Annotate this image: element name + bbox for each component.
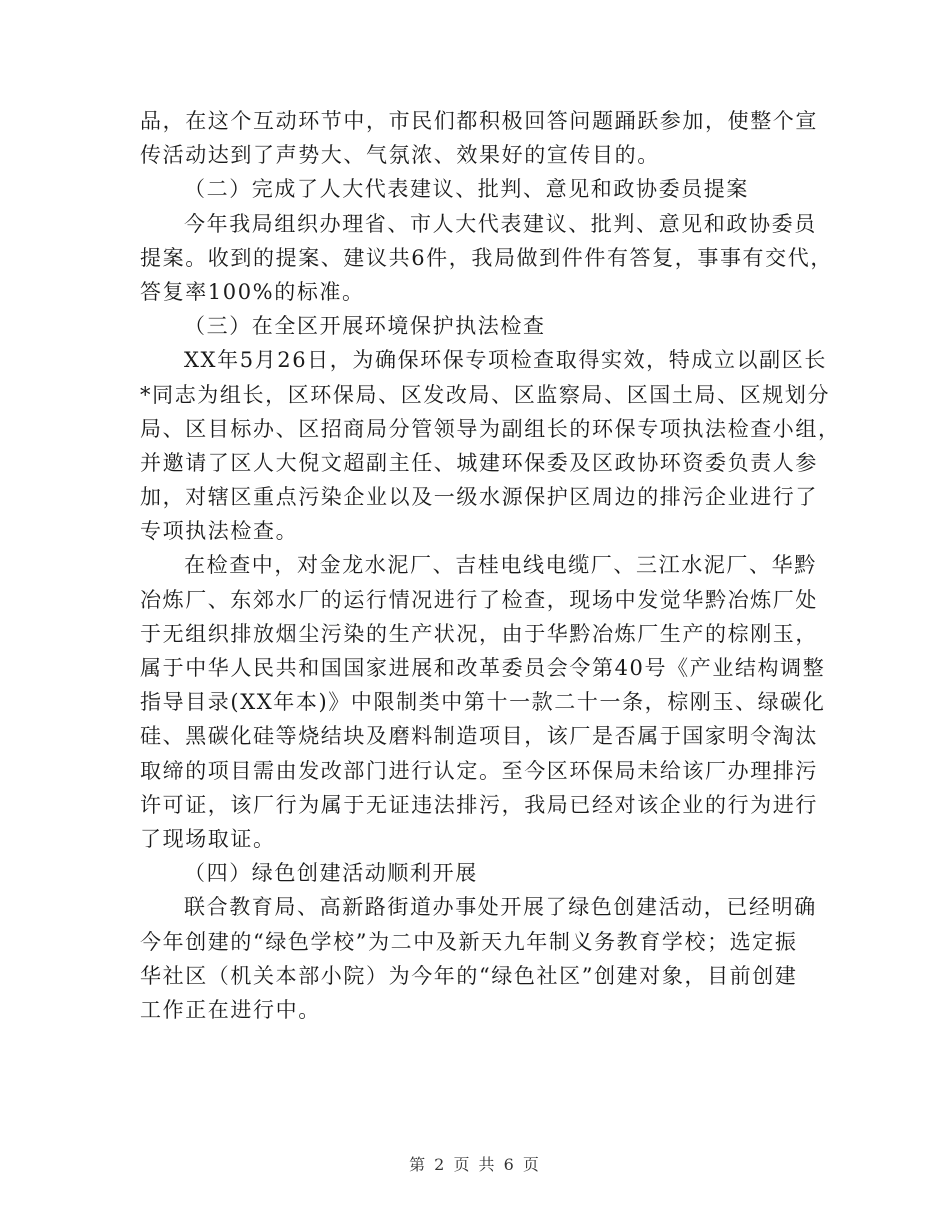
section-heading-2: （二）完成了人大代表建议、批判、意见和政协委员提案 — [184, 177, 749, 202]
text-line: XX年5月26日，为确保环保专项检查取得实效，特成立以副区长 — [184, 348, 827, 373]
document-body — [140, 104, 841, 1027]
text-line: 硅、黑碳化硅等烧结块及磨料制造项目，该厂是否属于国家明令淘汰 — [140, 724, 818, 749]
text-line: 专项执法检查。 — [140, 519, 299, 544]
page-number-footer: 第 2 页 共 6 页 — [409, 1155, 541, 1174]
text-line: 提案。收到的提案、建议共6件，我局做到件件有答复，事事有交代， — [140, 245, 833, 270]
text-line: 指导目录(XX年本)》中限制类中第十一款二十一条，棕刚玉、绿碳化 — [140, 690, 826, 715]
text-line: 品，在这个互动环节中，市民们都积极回答问题踊跃参加，使整个宣 — [140, 109, 818, 133]
text-line: 并邀请了区人大倪文超副主任、城建环保委及区政协环资委负责人参 — [140, 450, 818, 475]
text-line: 许可证，该厂行为属于无证违法排污，我局已经对该企业的行为进行 — [140, 792, 818, 817]
text-line: 加，对辖区重点污染企业以及一级水源保护区周边的排污企业进行了 — [140, 485, 818, 510]
text-line: 冶炼厂、东郊水厂的运行情况进行了检查，现场中发觉华黔冶炼厂处 — [140, 587, 818, 612]
text-line: 工作正在进行中。 — [140, 997, 321, 1022]
text-line: 了现场取证。 — [140, 826, 276, 851]
text-line: 在检查中，对金龙水泥厂、吉桂电线电缆厂、三江水泥厂、华黔 — [184, 553, 817, 578]
text-line: 答复率100%的标准。 — [140, 279, 365, 304]
text-line: 属于中华人民共和国国家进展和改革委员会令第40号《产业结构调整 — [140, 656, 826, 680]
text-line: 局、区目标办、区招商局分管领导为副组长的环保专项执法检查小组， — [140, 416, 841, 441]
text-line: *同志为组长，区环保局、区发改局、区监察局、区国土局、区规划分 — [140, 382, 831, 407]
section-heading-3: （三）在全区开展环境保护执法检查 — [184, 314, 546, 339]
text-line: 取缔的项目需由发改部门进行认定。至今区环保局未给该厂办理排污 — [140, 758, 818, 783]
text-line: 传活动达到了声势大、气氛浓、效果好的宣传目的。 — [140, 143, 660, 168]
text-line: 华社区（机关本部小院）为今年的“绿色社区”创建对象，目前创建 — [140, 963, 798, 988]
text-line: 今年我局组织办理省、市人大代表建议、批判、意见和政协委员 — [184, 211, 817, 236]
text-line: 今年创建的“绿色学校”为二中及新天九年制义务教育学校；选定振 — [140, 929, 798, 954]
section-heading-4: （四）绿色创建活动顺利开展 — [184, 861, 478, 886]
text-line: 联合教育局、高新路街道办事处开展了绿色创建活动，已经明确 — [184, 895, 817, 920]
text-line: 于无组织排放烟尘污染的生产状况，由于华黔冶炼厂生产的棕刚玉， — [140, 621, 818, 646]
